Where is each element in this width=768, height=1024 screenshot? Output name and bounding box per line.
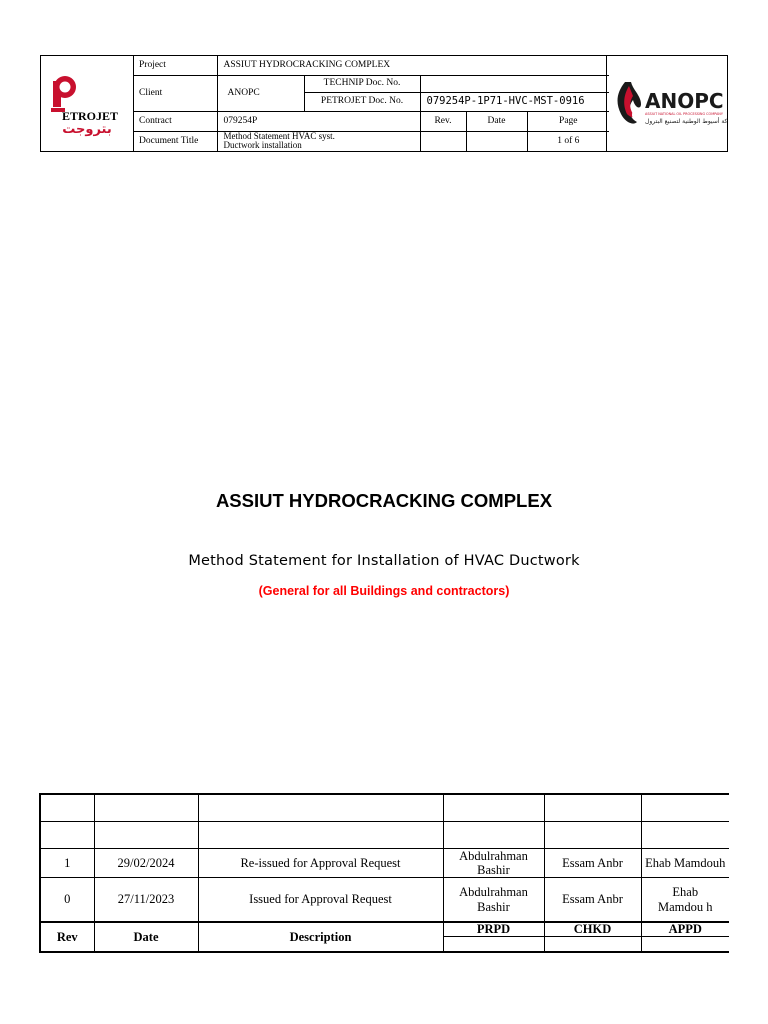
revision-table <box>39 793 729 953</box>
rev-value <box>420 131 466 151</box>
page-label: Page <box>527 111 609 131</box>
technip-doc-value <box>420 75 609 92</box>
technip-doc-label: TECHNIP Doc. No. <box>304 75 420 92</box>
appd-cell: Ehab Mamdouh <box>641 848 729 878</box>
page-value: 1 of 6 <box>527 131 609 151</box>
petrojet-logo <box>41 56 134 151</box>
project-label: Project <box>133 56 217 75</box>
date-value <box>466 131 527 151</box>
petrojet-logo-icon <box>41 56 133 151</box>
date-label: Date <box>466 111 527 131</box>
description-header: Description <box>198 922 443 952</box>
chkd-cell: Essam Anbr <box>544 848 641 878</box>
chkd-cell: Essam Anbr <box>544 878 641 922</box>
contract-value: 079254P <box>217 111 420 131</box>
chkd-header: CHKD <box>545 923 641 937</box>
rev-cell: 1 <box>40 848 94 878</box>
header-table <box>133 56 609 151</box>
petrojet-doc-value: 079254P-1P71-HVC-MST-0916 <box>420 92 609 111</box>
doc-title-label: Document Title <box>133 131 217 151</box>
rev-header: Rev <box>40 922 94 952</box>
scope-note: (General for all Buildings and contractors) <box>258 584 510 598</box>
anopc-logo-tagline: ASSIUT NATIONAL OIL PROCESSING COMPANY <box>645 112 723 116</box>
client-value: ANOPC <box>217 75 304 111</box>
document-title: ASSIUT HYDROCRACKING COMPLEX <box>215 490 553 511</box>
client-label: Client <box>133 75 217 111</box>
revision-row-empty <box>40 794 729 821</box>
rev-cell: 0 <box>40 878 94 922</box>
project-value: ASSIUT HYDROCRACKING COMPLEX <box>217 56 609 75</box>
document-header <box>40 55 728 152</box>
date-header: Date <box>94 922 198 952</box>
doc-title-line2: Ductwork installation <box>223 140 302 151</box>
description-cell: Re-issued for Approval Request <box>198 848 443 878</box>
prpd-cell: Abdulrahman Bashir <box>443 848 544 878</box>
revision-row <box>40 878 729 922</box>
anopc-logo-icon <box>607 56 727 151</box>
petrojet-logo-text: ETROJET <box>62 109 119 123</box>
date-cell: 27/11/2023 <box>94 878 198 922</box>
doc-title-line1: Method Statement HVAC syst. <box>223 130 335 141</box>
appd-cell: Ehab Mamdou h <box>641 878 729 922</box>
anopc-logo-arabic: شركة أسيوط الوطنية لتصنيع البترول <box>645 118 727 125</box>
revision-row-empty <box>40 821 729 848</box>
date-cell: 29/02/2024 <box>94 848 198 878</box>
prpd-cell: Abdulrahman Bashir <box>443 878 544 922</box>
petrojet-logo-arabic: بتروجت <box>62 122 112 137</box>
contract-label: Contract <box>133 111 217 131</box>
prpd-header: PRPD <box>444 923 544 937</box>
petrojet-doc-label: PETROJET Doc. No. <box>304 92 420 111</box>
anopc-logo <box>606 56 727 151</box>
rev-label: Rev. <box>420 111 466 131</box>
document-subtitle: Method Statement for Installation of HVAC Ductwork <box>188 553 580 569</box>
revision-row <box>40 848 729 878</box>
description-cell: Issued for Approval Request <box>198 878 443 922</box>
anopc-logo-text: ANOPC <box>645 89 724 113</box>
appd-header: APPD <box>642 923 730 937</box>
revision-header-row <box>40 922 729 952</box>
